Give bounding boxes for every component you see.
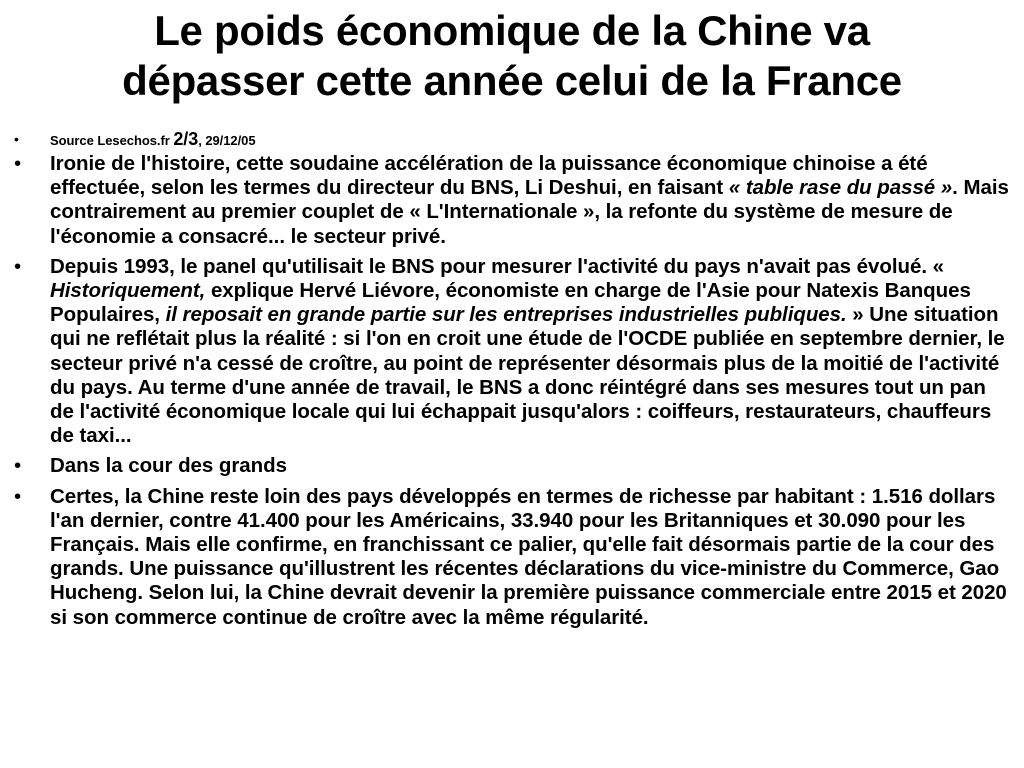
source-page-number: 2/3 (173, 129, 199, 149)
source-date: , 29/12/05 (198, 133, 256, 148)
title-line-1: Le poids économique de la Chine va (154, 7, 870, 54)
paragraph-1-text-b: . Mais contrairement au premier couplet de « L'Internationale », la refonte du système de mesure de l'économie a consacré... le secteur privé. (50, 176, 1009, 248)
paragraph-2-quote-a: Historiquement, (50, 279, 206, 303)
bullet-dot: • (14, 484, 22, 508)
paragraph-1-text-a: Ironie de l'histoire, cette soudaine accélération de la puissance économique chinoise a été effectuée, selon les termes du directeur du BNS, Li Deshui, en faisant (50, 152, 928, 200)
bullet-dot: • (14, 131, 19, 147)
paragraph-4 (12, 485, 1014, 630)
bullet-dot: • (14, 152, 22, 175)
slide-title (0, 6, 1024, 106)
paragraph-2-text-b: explique Hervé Liévore, économiste en charge de l'Asie pour Natexis Banques Populaires, (50, 279, 971, 327)
paragraph-1 (12, 152, 1014, 249)
bullet-list (12, 130, 1014, 636)
paragraph-2-text-a: Depuis 1993, le panel qu'utilisait le BNS pour mesurer l'activité du pays n'avait pas évolué. « (50, 254, 944, 278)
paragraph-3-heading (12, 454, 1014, 478)
title-line-2: dépasser cette année celui de la France (122, 57, 902, 104)
bullet-dot: • (14, 454, 22, 478)
paragraph-1-quote: « table rase du passé » (728, 176, 953, 200)
source-bullet (12, 130, 1014, 150)
paragraph-4-text: Certes, la Chine reste loin des pays développés en termes de richesse par habitant : 1.516 dollars l'an dernier, contre 41.400 pour les Américains, 33.940 pour les Britanniques et 30.090 pour les Français. Mais elle confirme, en franchissant ce palier, qu'elle fait désormais partie de la cour des grands. Une puissance qu'illustrent les récentes déclarations du vice-ministre du Commerce, Gao Hucheng. Selon lui, la Chine devrait devenir la première puissance commerciale entre 2015 et 2020 si son commerce continue de croître avec la même régularité. (50, 484, 1007, 629)
paragraph-2-quote-b: il reposait en grande partie sur les entreprises industrielles publiques. (165, 303, 847, 327)
paragraph-3-text: Dans la cour des grands (50, 454, 287, 478)
paragraph-2 (12, 255, 1014, 449)
paragraph-2-text-c: » Une situation qui ne reflétait plus la réalité : si l'on en croit une étude de l'OCDE publiée en septembre dernier, le secteur privé n'a cessé de croître, au point de représenter désormais plus de la moitié de l'activité du pays. Au terme d'une année de travail, le BNS a donc réintégré dans ses mesures tout un pan de l'activité économique locale qui lui échappait jusqu'alors : coiffeurs, restaurateurs, chauffeurs de taxi... (50, 303, 1005, 448)
bullet-dot: • (14, 254, 22, 278)
source-label: Source Lesechos.fr (50, 133, 174, 148)
